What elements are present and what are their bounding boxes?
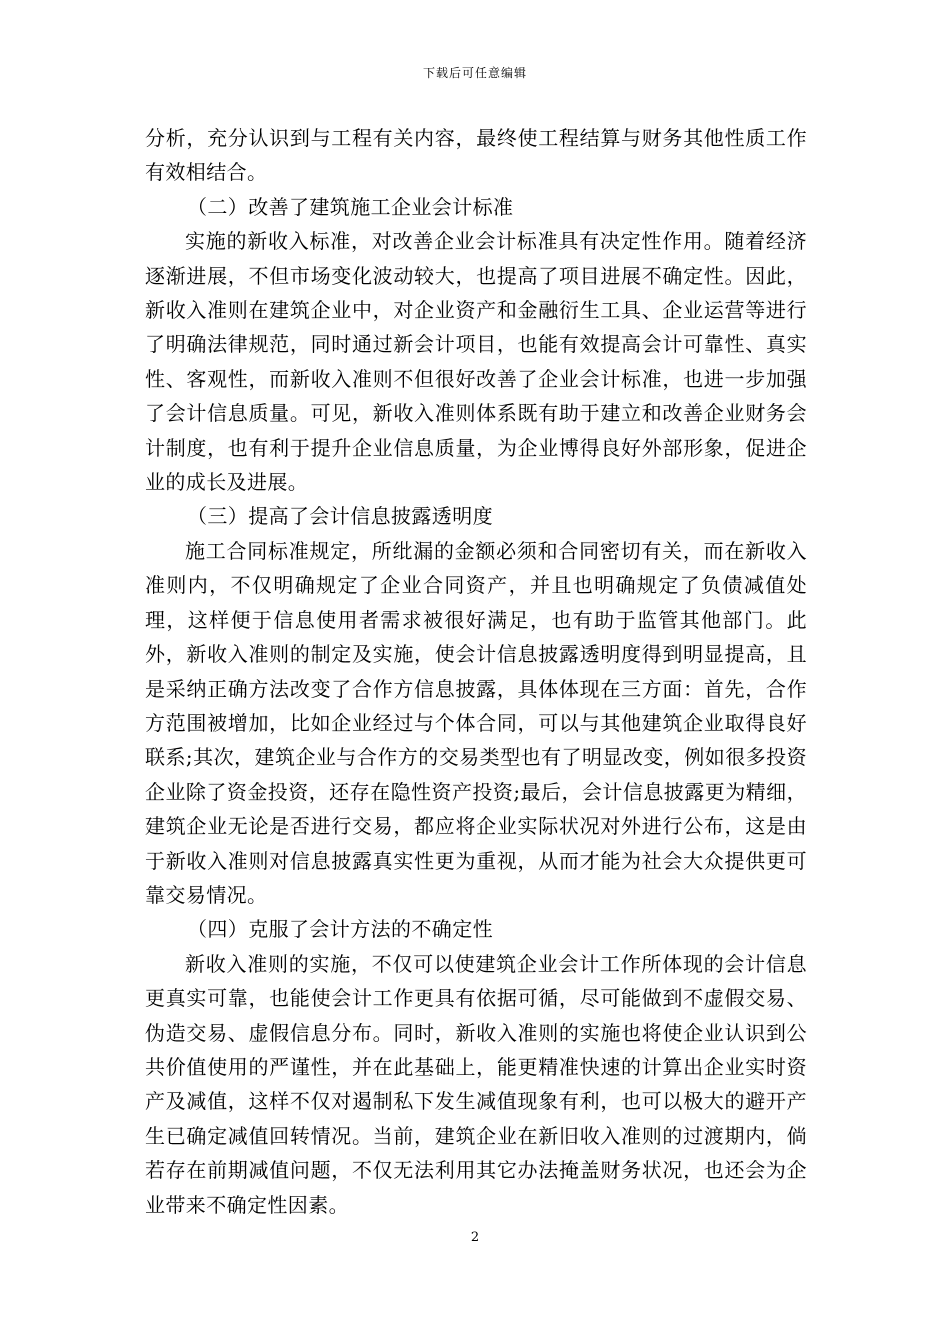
section-heading-3: （三）提高了会计信息披露透明度 <box>187 504 493 529</box>
page-header: 下载后可任意编辑 <box>422 66 527 80</box>
paragraph-continued: 分析，充分认识到与工程有关内容，最终使工程结算与财务其他性质工作有效相结合。 <box>145 126 807 185</box>
paragraph-section-4: 新收入准则的实施，不仅可以使建筑企业会计工作所体现的会计信息更真实可靠，也能使会计工作更具有依据可循，尽可能做到不虚假交易、伪造交易、虚假信息分布。同时，新收入准则的实施也将使企业认识到公共价值使用的严谨性，并在此基础上，能更精准快速的计算出企业实时资产及减值，这样不仅对遏制私下发生减值现象有利，也可以极大的避开产生已确定减值回转情况。当前，建筑企业在新旧收入准则的过渡期内，倘若存在前期减值问题，不仅无法利用其它办法掩盖财务状况，也还会为企业带来不确定性因素。 <box>145 951 807 1217</box>
document-body <box>145 121 807 1222</box>
section-heading-2: （二）改善了建筑施工企业会计标准 <box>187 194 514 219</box>
section-heading-4: （四）克服了会计方法的不确定性 <box>187 917 493 942</box>
paragraph-section-2: 实施的新收入标准，对改善企业会计标准具有决定性作用。随着经济逐渐进展，不但市场变化波动较大，也提高了项目进展不确定性。因此，新收入准则在建筑企业中，对企业资产和金融衍生工具、企业运营等进行了明确法律规范，同时通过新会计项目，也能有效提高会计可靠性、真实性、客观性，而新收入准则不但很好改善了企业会计标准，也进一步加强了会计信息质量。可见，新收入准则体系既有助于建立和改善企业财务会计制度，也有利于提升企业信息质量，为企业博得良好外部形象，促进企业的成长及进展。 <box>145 229 807 495</box>
paragraph-section-3: 施工合同标准规定，所纰漏的金额必须和合同密切有关，而在新收入准则内，不仅明确规定了企业合同资产，并且也明确规定了负债减值处理，这样便于信息使用者需求被很好满足，也有助于监管其他部门。此外，新收入准则的制定及实施，使会计信息披露透明度得到明显提高，且是采纳正确方法改变了合作方信息披露，具体体现在三方面：首先，合作方范围被增加，比如企业经过与个体合同，可以与其他建筑企业取得良好联系;其次，建筑企业与合作方的交易类型也有了明显改变，例如很多投资企业除了资金投资，还存在隐性资产投资;最后，会计信息披露更为精细，建筑企业无论是否进行交易，都应将企业实际状况对外进行公布，这是由于新收入准则对信息披露真实性更为重视，从而才能为社会大众提供更可靠交易情况。 <box>145 538 807 907</box>
page-number: 2 <box>470 1230 480 1245</box>
